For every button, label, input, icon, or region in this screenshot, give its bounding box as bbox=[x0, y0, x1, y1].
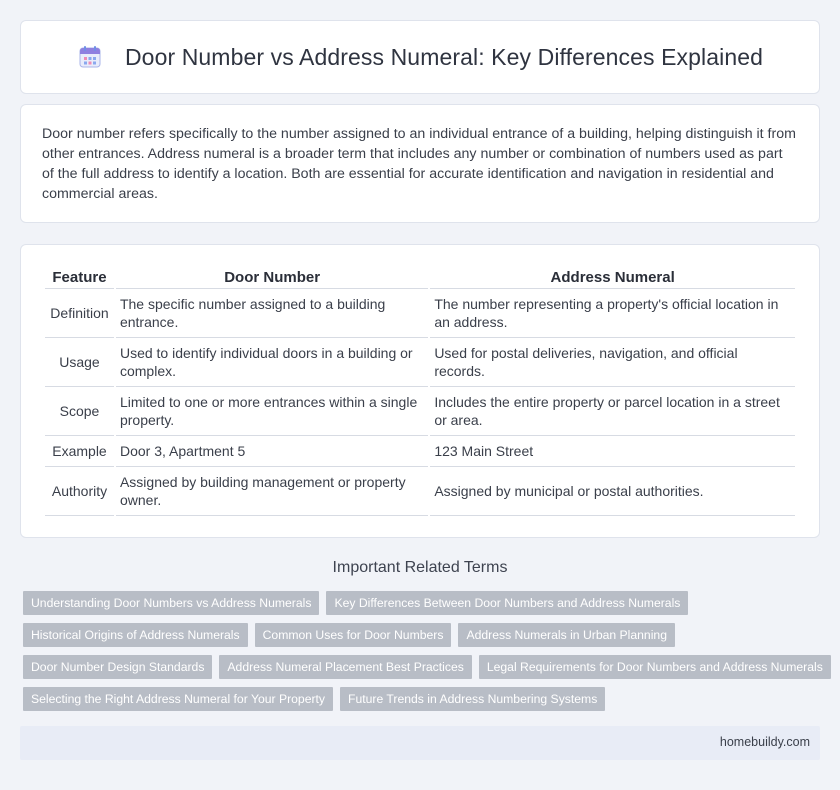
related-term-tag[interactable]: Understanding Door Numbers vs Address Numerals bbox=[23, 591, 319, 615]
comparison-table-card bbox=[20, 244, 820, 538]
footer-site-name[interactable]: homebuildy.com bbox=[719, 735, 810, 749]
header-card bbox=[20, 20, 820, 94]
table-row bbox=[45, 436, 795, 467]
table-cell: 123 Main Street bbox=[430, 436, 795, 467]
table-cell: The specific number assigned to a building entrance. bbox=[116, 289, 428, 338]
intro-paragraph: Door number refers specifically to the number assigned to an individual entrance of a building, helping distinguish it from other entrances. Address numeral is a broader term that includes any number or combination of numbers used as part of the full address to identify a location. Both are essential for accurate identification and navigation in residential and commercial areas. bbox=[42, 126, 796, 202]
column-header: Door Number bbox=[116, 264, 428, 289]
table-cell: The number representing a property's official location in an address. bbox=[430, 289, 795, 338]
related-term-tag[interactable]: Address Numeral Placement Best Practices bbox=[219, 655, 471, 679]
column-header: Address Numeral bbox=[430, 264, 795, 289]
related-term-tag[interactable]: Historical Origins of Address Numerals bbox=[23, 623, 248, 647]
table-cell: Includes the entire property or parcel location in a street or area. bbox=[430, 387, 795, 436]
title-wrap bbox=[77, 44, 763, 71]
table-cell-feature: Usage bbox=[45, 338, 114, 387]
table-cell: Used for postal deliveries, navigation, and official records. bbox=[430, 338, 795, 387]
tag-row bbox=[23, 655, 823, 679]
table-cell: Limited to one or more entrances within a single property. bbox=[116, 387, 428, 436]
table-cell-feature: Authority bbox=[45, 467, 114, 516]
calendar-icon bbox=[77, 44, 103, 70]
related-terms-tags bbox=[23, 591, 823, 719]
related-term-tag[interactable]: Common Uses for Door Numbers bbox=[255, 623, 452, 647]
column-header: Feature bbox=[45, 264, 114, 289]
table-cell: Door 3, Apartment 5 bbox=[116, 436, 428, 467]
related-term-tag[interactable]: Address Numerals in Urban Planning bbox=[458, 623, 675, 647]
table-cell-feature: Scope bbox=[45, 387, 114, 436]
tag-row bbox=[23, 591, 823, 615]
table-cell-feature: Example bbox=[45, 436, 114, 467]
table-cell: Assigned by building management or property owner. bbox=[116, 467, 428, 516]
table-row bbox=[45, 387, 795, 436]
footer bbox=[20, 726, 820, 760]
page-title: Door Number vs Address Numeral: Key Differences Explained bbox=[124, 43, 764, 70]
tag-row bbox=[23, 687, 823, 711]
related-term-tag[interactable]: Key Differences Between Door Numbers and Address Numerals bbox=[326, 591, 688, 615]
tag-row bbox=[23, 623, 823, 647]
table-header-row bbox=[45, 264, 795, 289]
related-term-tag[interactable]: Future Trends in Address Numbering Systems bbox=[340, 687, 605, 711]
table-row bbox=[45, 289, 795, 338]
table-row bbox=[45, 338, 795, 387]
table-row bbox=[45, 467, 795, 516]
table-cell: Assigned by municipal or postal authorities. bbox=[430, 467, 795, 516]
related-term-tag[interactable]: Legal Requirements for Door Numbers and Address Numerals bbox=[479, 655, 831, 679]
table-cell-feature: Definition bbox=[45, 289, 114, 338]
related-term-tag[interactable]: Selecting the Right Address Numeral for Your Property bbox=[23, 687, 333, 711]
intro-card bbox=[20, 104, 820, 223]
related-terms-title: Important Related Terms bbox=[332, 559, 508, 576]
table-cell: Used to identify individual doors in a building or complex. bbox=[116, 338, 428, 387]
comparison-table bbox=[43, 264, 797, 516]
related-term-tag[interactable]: Door Number Design Standards bbox=[23, 655, 212, 679]
